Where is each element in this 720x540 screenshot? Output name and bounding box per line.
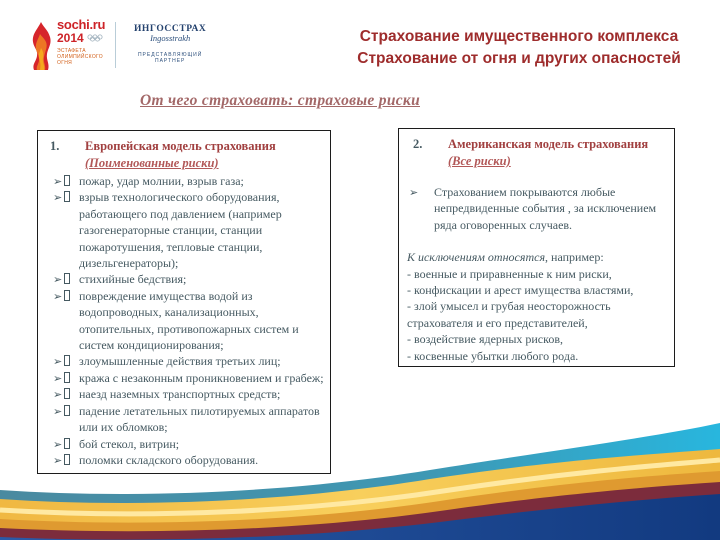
list-item-text: падение летательных пилотируемых аппаратов или их обломков;: [79, 403, 320, 435]
list-item-text: повреждение имущества водой из водопроводных, канализационных, отопительных, противопожарных систем и систем кондиционирования;: [79, 288, 299, 353]
bullet-marker: [409, 184, 418, 201]
list-item: [44, 370, 324, 386]
european-model-subtitle: (Поименованные риски): [85, 156, 219, 170]
exclusions-intro-italic: К исключениям относятся: [407, 250, 546, 265]
american-model-heading: [413, 136, 666, 170]
ingosstrakh-caption-line: ПРЕДСТАВЛЯЮЩИЙ: [137, 52, 203, 58]
sochi-logo-text: [57, 18, 105, 74]
slide-title-line2: Страхование от огня и других опасностей: [357, 50, 681, 67]
arrow-bullet-icon: ➢: [53, 356, 63, 369]
bullet-marker: [53, 370, 70, 387]
exclusion-item: - злой умысел и грубая неосторожность страхователя и его представителей,: [407, 299, 611, 330]
logo-divider: [115, 22, 116, 68]
list-item-text: стихийные бедствия;: [79, 272, 187, 287]
bullet-marker: [53, 271, 70, 288]
exclusion-item: - конфискации и арест имущества властями,: [407, 283, 634, 298]
list-item-text: злоумышленные действия третьих лиц;: [79, 354, 281, 369]
bullet-marker: [53, 189, 70, 206]
missing-glyph-box: [64, 388, 70, 399]
missing-glyph-box: [64, 372, 70, 383]
ingosstrakh-logo: [126, 24, 214, 64]
ingosstrakh-caption-line: ПАРТНЕР: [154, 58, 186, 64]
all-risks-statement: [407, 184, 666, 233]
list-item-text: взрыв технологического оборудования, работающего под давлением (например газогенераторные станции, станции пожаротушения, тепловые станции, дизельгенераторы);: [79, 190, 282, 271]
arrow-bullet-icon: ➢: [53, 176, 63, 188]
american-model-box: [398, 128, 675, 367]
list-item-text: бой стекол, витрин;: [79, 436, 180, 451]
sochi-caption-line: ОЛИМПИЙСКОГО: [57, 54, 103, 60]
sochi-logo-name: sochi.ru: [57, 17, 106, 32]
bullet-marker: [53, 386, 70, 403]
list-item-text: пожар, удар молнии, взрыв газа;: [79, 174, 244, 188]
ingosstrakh-logo-script: Ingosstrakh: [150, 33, 191, 43]
arrow-bullet-icon: ➢: [53, 405, 63, 418]
list-item: [44, 189, 324, 271]
exclusion-item: - воздействие ядерных рисков,: [407, 332, 564, 347]
list-item: [44, 386, 324, 402]
arrow-bullet-icon: ➢: [53, 290, 63, 303]
american-model-title: Американская модель страхования: [448, 137, 649, 151]
logo-strip: [28, 18, 214, 80]
arrow-bullet-icon: ➢: [53, 372, 63, 385]
arrow-bullet-icon: ➢: [53, 454, 63, 467]
american-model-subtitle: (Все риски): [448, 154, 511, 168]
arrow-bullet-icon: ➢: [409, 187, 419, 199]
arrow-bullet-icon: ➢: [53, 438, 63, 451]
missing-glyph-box: [64, 175, 70, 186]
ingosstrakh-logo-caption: [126, 52, 214, 64]
ingosstrakh-logo-name: ИНГОССТРАХ: [133, 24, 207, 34]
european-model-title: Европейская модель страхования: [85, 139, 276, 153]
missing-glyph-box: [64, 273, 70, 284]
arrow-bullet-icon: ➢: [53, 389, 63, 402]
olympic-rings-icon: [87, 34, 105, 42]
american-model-number: 2.: [413, 137, 423, 151]
bullet-marker: [53, 353, 70, 370]
list-item-text: наезд наземных транспортных средств;: [79, 387, 281, 402]
list-item: [44, 353, 324, 369]
list-item: [44, 173, 324, 189]
list-item: [44, 271, 324, 287]
missing-glyph-box: [64, 191, 70, 202]
exclusion-item: - военные и приравненные к ним риски,: [407, 266, 612, 281]
exclusion-item: - косвенные убытки любого рода.: [407, 348, 579, 363]
sochi-2014-logo: [28, 18, 105, 74]
arrow-bullet-icon: ➢: [53, 192, 63, 205]
exclusions-intro: [407, 249, 666, 265]
slide-title: [340, 26, 698, 70]
spacer: [407, 170, 666, 184]
slide-title-line1: Страхование имущественного комплекса: [359, 28, 679, 45]
wave-decoration: [0, 415, 720, 540]
sochi-caption-line: ОГНЯ: [57, 60, 73, 66]
european-model-number: 1.: [50, 139, 60, 153]
bullet-marker: [53, 173, 70, 190]
list-item-text: поломки складского оборудования.: [79, 452, 259, 467]
sochi-flame-icon: [28, 20, 54, 74]
sochi-logo-year: 2014: [57, 31, 84, 45]
missing-glyph-box: [64, 355, 70, 366]
arrow-bullet-icon: ➢: [53, 274, 63, 287]
list-item: [44, 288, 324, 354]
exclusions-intro-rest: , например:: [545, 250, 604, 265]
missing-glyph-box: [64, 290, 70, 301]
sochi-caption-line: ЭСТАФЕТА: [57, 48, 86, 54]
sochi-logo-caption: [57, 48, 105, 66]
all-risks-text: Страхованием покрываются любые непредвиденные события , за исключением ряда оговоренных случаев.: [434, 185, 657, 232]
bullet-marker: [53, 288, 70, 305]
spacer: [407, 233, 666, 249]
list-item-text: кража с незаконным проникновением и грабеж;: [79, 370, 324, 385]
european-model-heading: [50, 138, 324, 172]
slide-subtitle: От чего страховать: страховые риски: [140, 92, 420, 109]
